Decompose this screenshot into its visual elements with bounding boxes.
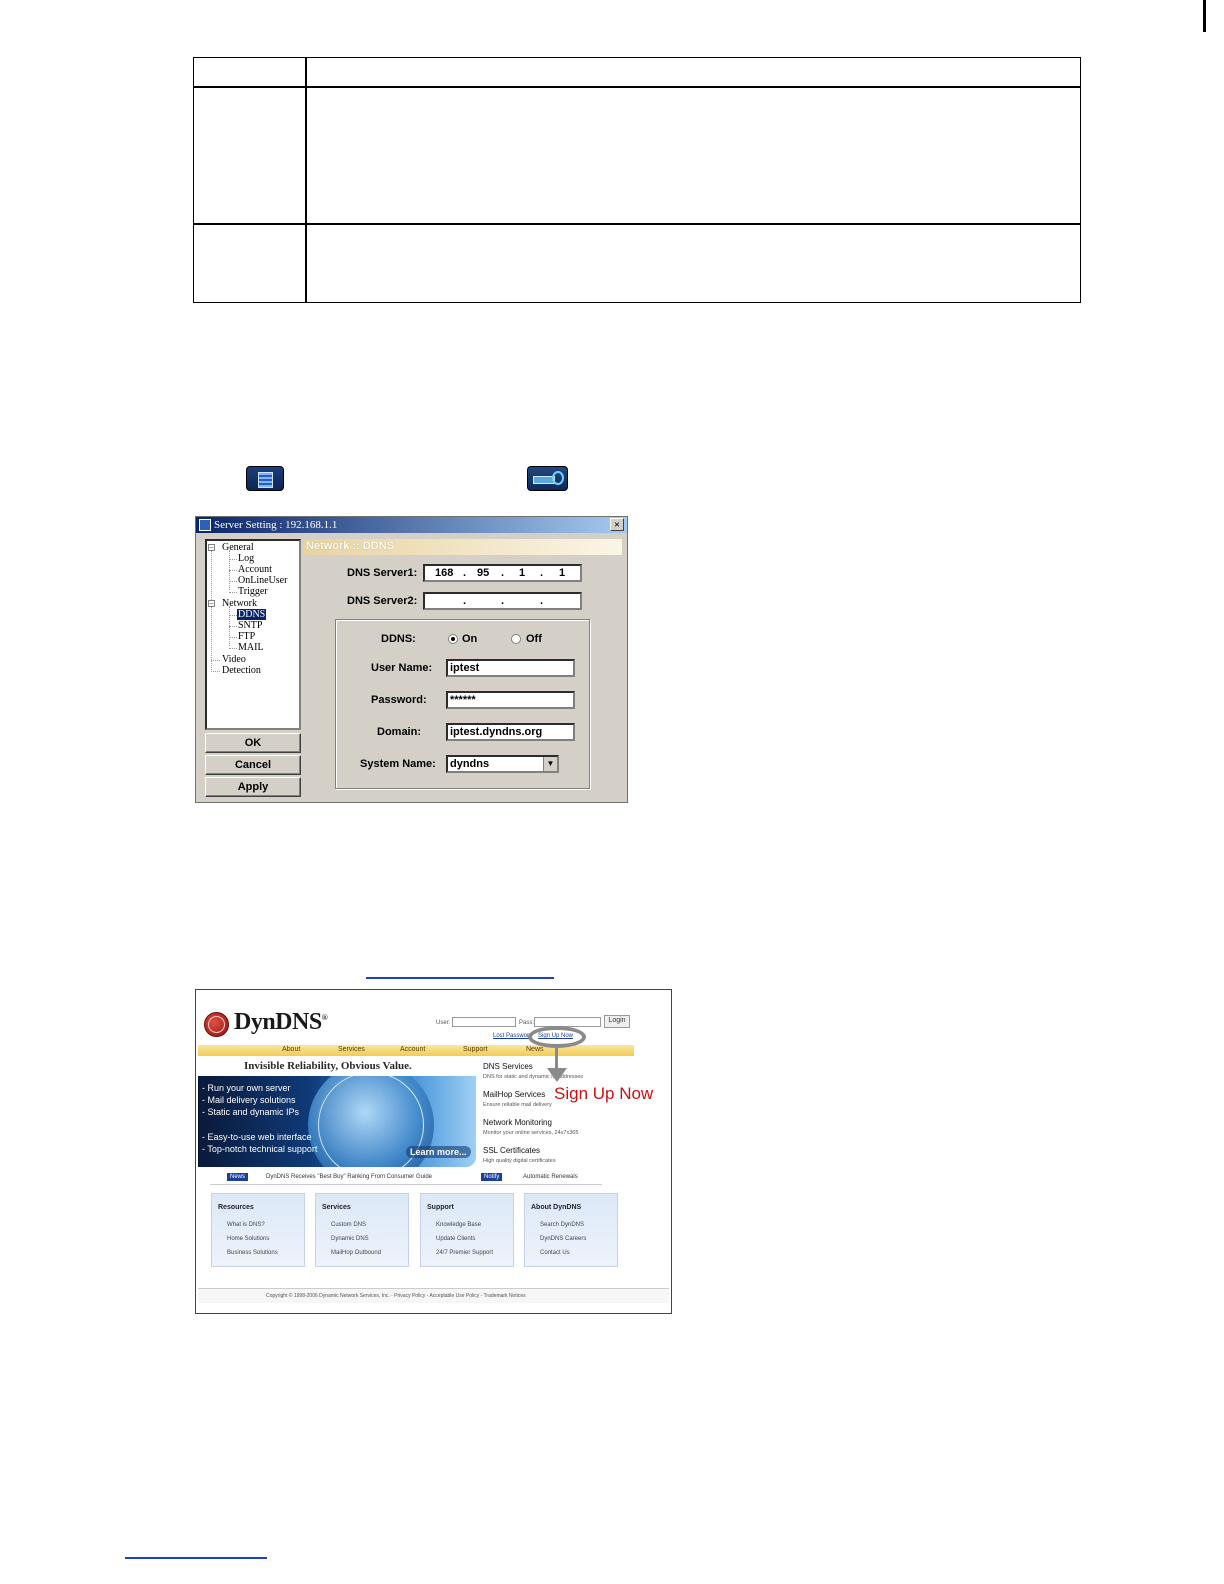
tree-item-account[interactable]: Account	[238, 564, 272, 575]
server-setting-dialog	[195, 516, 628, 803]
ddns-off-label: Off	[526, 633, 542, 645]
card-title: About DynDNS	[531, 1204, 582, 1211]
dns-server1-label: DNS Server1:	[347, 567, 418, 579]
resources-card	[211, 1193, 305, 1267]
ddns-on-label: On	[462, 633, 478, 645]
domain-label: Domain:	[377, 726, 421, 738]
chevron-down-icon[interactable]: ▼	[543, 757, 557, 771]
about-card	[524, 1193, 618, 1267]
card-link[interactable]: 24/7 Premier Support	[436, 1250, 494, 1256]
hero-bullet: - Easy-to-use web interface	[202, 1132, 312, 1142]
ok-button[interactable]: OK	[205, 733, 301, 753]
nav-account[interactable]: Account	[400, 1046, 426, 1053]
hero-bullet: - Run your own server	[202, 1083, 291, 1093]
tree-item-log[interactable]: Log	[238, 553, 255, 564]
tree-item-trigger[interactable]: Trigger	[238, 586, 268, 597]
footer-text: Copyright © 1998-2006 Dynamic Network Services, Inc. - Privacy Policy - Acceptable Use Policy - Trademark Notices	[266, 1293, 526, 1299]
password-input[interactable]: ******	[446, 691, 575, 709]
services-card	[315, 1193, 409, 1267]
page-edge-mark	[1203, 0, 1206, 32]
notify-text[interactable]: Automatic Renewals	[523, 1174, 578, 1180]
system-name-label: System Name:	[360, 758, 436, 770]
tree-item-mail[interactable]: MAIL	[238, 642, 264, 653]
cancel-button[interactable]: Cancel	[205, 755, 301, 775]
nav-about[interactable]: About	[282, 1046, 301, 1053]
panel-title: Network :: DDNS	[306, 540, 395, 552]
user-name-input[interactable]: iptest	[446, 659, 575, 677]
document-table	[193, 57, 1081, 303]
dialog-titlebar	[196, 517, 627, 533]
support-card	[420, 1193, 514, 1267]
service-title[interactable]: Network Monitoring	[483, 1118, 552, 1127]
site-tagline: Invisible Reliability, Obvious Value.	[244, 1060, 412, 1072]
card-link[interactable]: DynDNS Careers	[540, 1236, 587, 1242]
user-name-label: User Name:	[371, 662, 433, 674]
system-name-value: dyndns	[450, 758, 490, 770]
tree-item-ddns[interactable]: DDNS	[238, 609, 266, 620]
site-footer	[198, 1288, 669, 1303]
panel-header	[304, 539, 622, 555]
list-icon	[246, 466, 284, 491]
card-title: Services	[322, 1204, 351, 1211]
apply-button[interactable]: Apply	[205, 777, 301, 797]
settings-tree	[205, 539, 301, 730]
news-tag: News	[227, 1173, 248, 1181]
domain-input[interactable]: iptest.dyndns.org	[446, 723, 575, 741]
card-title: Support	[427, 1204, 454, 1211]
service-desc: Monitor your online services, 24x7x365	[483, 1130, 579, 1136]
tree-item-video[interactable]: Video	[222, 654, 246, 665]
tree-item-detection[interactable]: Detection	[222, 665, 261, 676]
card-link[interactable]: Custom DNS	[331, 1222, 367, 1228]
close-button[interactable]: ×	[610, 518, 624, 531]
table-row-divider	[194, 86, 1080, 88]
system-name-select[interactable]	[446, 755, 559, 773]
card-link[interactable]: MailHop Outbound	[331, 1250, 382, 1256]
service-title[interactable]: DNS Services	[483, 1062, 533, 1071]
sign-up-now-link[interactable]: Sign Up Now	[538, 1033, 574, 1039]
hero-bullet: - Static and dynamic IPs	[202, 1107, 300, 1117]
hero-banner	[198, 1076, 476, 1167]
service-desc: Ensure reliable mail delivery	[483, 1102, 552, 1108]
dns-server1-field[interactable]: 168 . 95 . 1 . 1	[423, 564, 582, 582]
user-input[interactable]	[452, 1017, 516, 1027]
callout-arrow-icon	[555, 1048, 558, 1070]
login-button[interactable]: Login	[604, 1015, 630, 1028]
hero-bullet: - Mail delivery solutions	[202, 1095, 296, 1105]
pass-label: Pass:	[519, 1020, 535, 1026]
lost-password-link[interactable]: Lost Password	[493, 1033, 533, 1039]
card-link[interactable]: Search DynDNS	[540, 1222, 585, 1228]
card-link[interactable]: Knowledge Base	[436, 1222, 482, 1228]
dyndns-logo: DynDNS®	[234, 1009, 328, 1035]
table-row-divider	[194, 223, 1080, 225]
user-label: User:	[436, 1020, 451, 1026]
arrow-head-icon	[547, 1068, 567, 1082]
table-column-divider	[305, 58, 307, 302]
link-underline[interactable]	[366, 977, 554, 979]
card-link[interactable]: Home Solutions	[227, 1236, 270, 1242]
dns-server2-field[interactable]: . . .	[423, 592, 582, 610]
news-bar	[210, 1173, 602, 1185]
pass-input[interactable]	[534, 1017, 601, 1027]
dyndns-globe-logo-icon	[204, 1012, 229, 1037]
ddns-off-radio[interactable]	[511, 634, 521, 644]
password-label: Password:	[371, 694, 427, 706]
nav-news[interactable]: News	[526, 1046, 544, 1053]
ddns-label: DDNS:	[381, 633, 416, 645]
tree-item-sntp[interactable]: SNTP	[238, 620, 263, 631]
card-link[interactable]: Dynamic DNS	[331, 1236, 369, 1242]
service-desc: DNS for static and dynamic IP addresses	[483, 1074, 584, 1080]
nav-services[interactable]: Services	[338, 1046, 365, 1053]
card-title: Resources	[218, 1204, 254, 1211]
card-link[interactable]: Contact Us	[540, 1250, 570, 1256]
dns-server2-label: DNS Server2:	[347, 595, 418, 607]
network-icon	[527, 466, 568, 491]
tree-item-ftp[interactable]: FTP	[238, 631, 256, 642]
hero-bullet: - Top-notch technical support	[202, 1144, 318, 1154]
notify-tag: Notify	[481, 1173, 502, 1181]
tree-item-general[interactable]: General	[222, 542, 254, 553]
collapse-icon[interactable]: −	[209, 599, 214, 608]
footnote-link-underline[interactable]	[125, 1557, 267, 1559]
nav-support[interactable]: Support	[463, 1046, 488, 1053]
tree-item-network[interactable]: Network	[222, 598, 257, 609]
ddns-on-radio[interactable]	[448, 634, 458, 644]
service-title[interactable]: SSL Certificates	[483, 1146, 541, 1155]
collapse-icon[interactable]: −	[209, 543, 214, 552]
dyndns-website-screenshot	[195, 989, 672, 1314]
sign-up-now-callout: Sign Up Now	[554, 1084, 654, 1103]
card-link[interactable]: Business Solutions	[227, 1250, 278, 1256]
news-headline[interactable]: DynDNS Receives "Best Buy" Ranking From Consumer Guide	[266, 1174, 432, 1180]
card-link[interactable]: What is DNS?	[227, 1222, 265, 1228]
service-title[interactable]: MailHop Services	[483, 1090, 546, 1099]
dialog-title: Server Setting : 192.168.1.1	[214, 519, 338, 531]
app-icon	[199, 519, 211, 531]
service-desc: High quality digital certificates	[483, 1158, 556, 1164]
tree-item-onlineuser[interactable]: OnLineUser	[238, 575, 288, 586]
learn-more-button[interactable]: Learn more...	[406, 1146, 471, 1158]
card-link[interactable]: Update Clients	[436, 1236, 476, 1242]
highlight-oval	[528, 1026, 586, 1048]
